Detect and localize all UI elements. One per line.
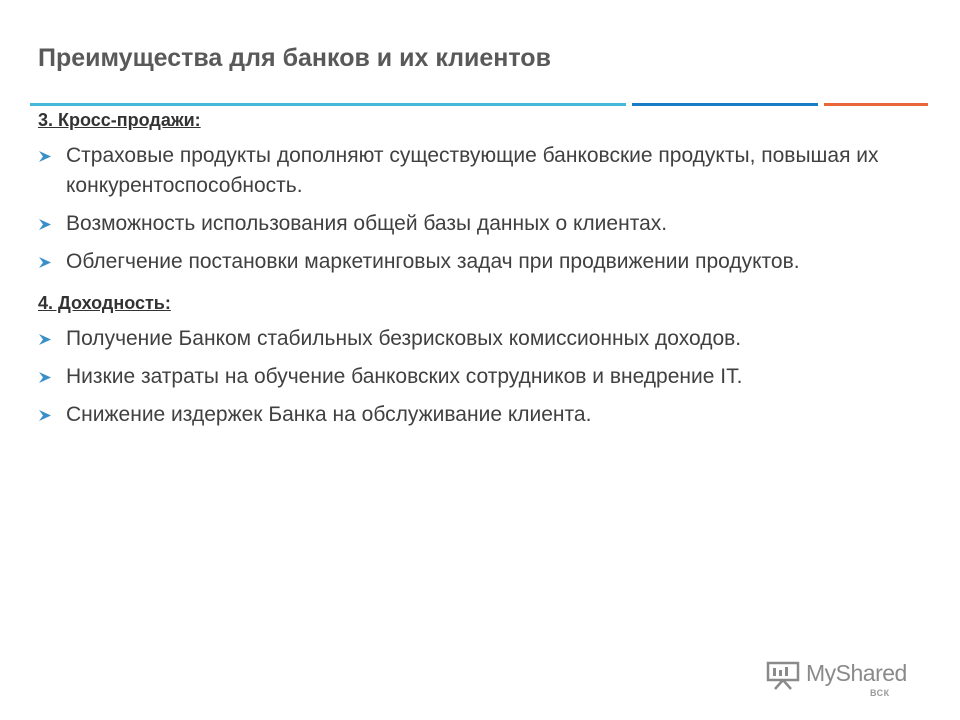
- list-item-text: Получение Банком стабильных безрисковых комиссионных доходов.: [66, 327, 742, 350]
- watermark-brand: MyShared: [806, 660, 907, 686]
- list-item: [38, 141, 918, 201]
- list-item-text: Облегчение постановки маркетинговых задач при продвижении продуктов.: [66, 250, 800, 273]
- section-heading-cross-sales: 3. Кросс-продажи:: [38, 110, 201, 130]
- list-item-text: Возможность использования общей базы данных о клиентах.: [66, 212, 668, 235]
- arrow-bullet-icon: [38, 371, 52, 384]
- arrow-bullet-icon: [38, 218, 52, 231]
- list-item-text: Снижение издержек Банка на обслуживание клиента.: [66, 403, 592, 426]
- list-item: [38, 400, 918, 430]
- list-item: [38, 362, 918, 392]
- list-item-text: Низкие затраты на обучение банковских сотрудников и внедрение IT.: [66, 365, 743, 388]
- list-item: [38, 209, 918, 239]
- myshared-watermark: [766, 656, 936, 704]
- list-item: [38, 247, 918, 277]
- title-underline-light-blue: [30, 103, 626, 106]
- cross-sales-list: [38, 141, 918, 277]
- arrow-bullet-icon: [38, 150, 52, 163]
- list-item: [38, 324, 918, 354]
- watermark-sub-logo: ВСК: [870, 688, 890, 698]
- profitability-list: [38, 324, 918, 430]
- title-underline-orange: [824, 103, 928, 106]
- title-underline-blue: [632, 103, 818, 106]
- arrow-bullet-icon: [38, 333, 52, 346]
- slide-title: Преимущества для банков и их клиентов: [38, 44, 551, 72]
- presentation-board-icon: [766, 660, 800, 690]
- slide-content: [38, 108, 918, 438]
- arrow-bullet-icon: [38, 409, 52, 422]
- section-heading-profitability: 4. Доходность:: [38, 293, 171, 313]
- arrow-bullet-icon: [38, 256, 52, 269]
- list-item-text: Страховые продукты дополняют существующие банковские продукты, повышая их конкурентоспособность.: [66, 144, 879, 197]
